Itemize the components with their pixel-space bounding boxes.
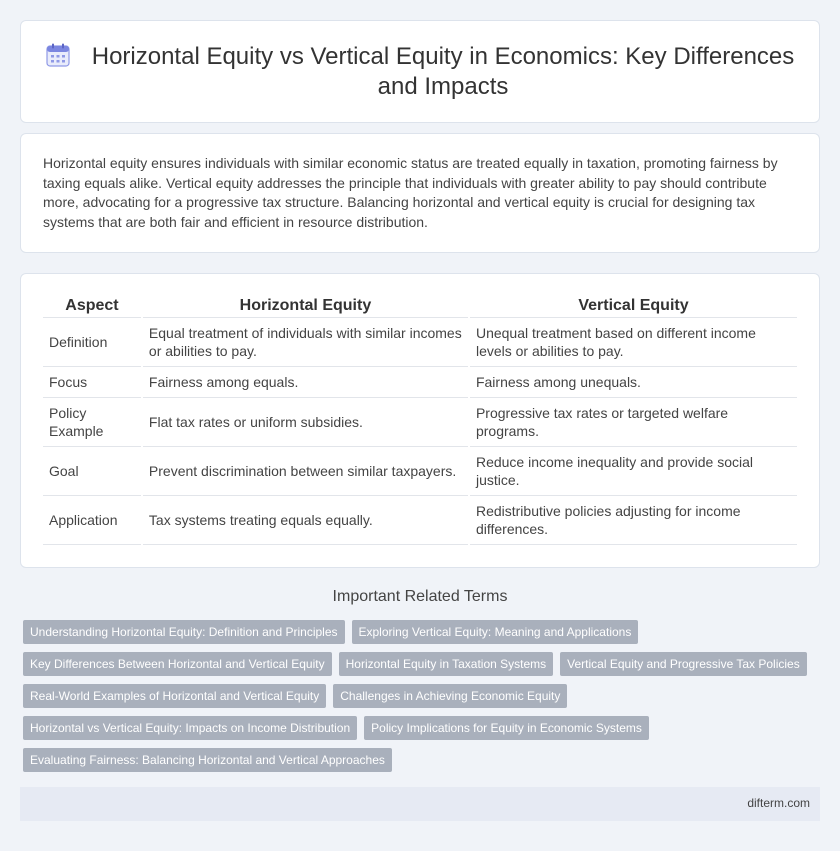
header-card xyxy=(20,20,820,123)
related-term-link[interactable]: Horizontal vs Vertical Equity: Impacts on Income Distribution xyxy=(23,716,357,740)
intro-card xyxy=(20,133,820,253)
table-row xyxy=(43,398,797,447)
row-aspect: Policy Example xyxy=(43,398,141,447)
row-aspect: Definition xyxy=(43,318,141,367)
comparison-table xyxy=(41,294,799,545)
table-row xyxy=(43,367,797,398)
comparison-card xyxy=(20,273,820,568)
table-row xyxy=(43,447,797,496)
related-term-link[interactable]: Exploring Vertical Equity: Meaning and Applications xyxy=(352,620,639,644)
row-vertical: Unequal treatment based on different income levels or abilities to pay. xyxy=(470,318,797,367)
related-term-link[interactable]: Key Differences Between Horizontal and Vertical Equity xyxy=(23,652,332,676)
column-header-vertical: Vertical Equity xyxy=(470,294,797,318)
related-term-link[interactable]: Challenges in Achieving Economic Equity xyxy=(333,684,567,708)
row-vertical: Reduce income inequality and provide social justice. xyxy=(470,447,797,496)
related-term-link[interactable]: Real-World Examples of Horizontal and Vertical Equity xyxy=(23,684,326,708)
related-term-link[interactable]: Vertical Equity and Progressive Tax Policies xyxy=(560,652,807,676)
row-horizontal: Equal treatment of individuals with similar incomes or abilities to pay. xyxy=(143,318,468,367)
page-title: Horizontal Equity vs Vertical Equity in Economics: Key Differences and Impacts xyxy=(91,42,795,100)
related-term-link[interactable]: Evaluating Fairness: Balancing Horizontal and Vertical Approaches xyxy=(23,748,392,772)
related-term-link[interactable]: Policy Implications for Equity in Economic Systems xyxy=(364,716,649,740)
row-horizontal: Prevent discrimination between similar taxpayers. xyxy=(143,447,468,496)
row-horizontal: Tax systems treating equals equally. xyxy=(143,496,468,545)
column-header-horizontal: Horizontal Equity xyxy=(143,294,468,318)
row-vertical: Progressive tax rates or targeted welfare programs. xyxy=(470,398,797,447)
footer xyxy=(20,787,820,821)
row-aspect: Focus xyxy=(43,367,141,398)
table-row xyxy=(43,496,797,545)
row-aspect: Goal xyxy=(43,447,141,496)
footer-site-link[interactable]: difterm.com xyxy=(747,796,810,810)
row-vertical: Redistributive policies adjusting for income differences. xyxy=(470,496,797,545)
row-horizontal: Flat tax rates or uniform subsidies. xyxy=(143,398,468,447)
calendar-icon xyxy=(45,42,71,68)
table-row xyxy=(43,318,797,367)
related-term-link[interactable]: Horizontal Equity in Taxation Systems xyxy=(339,652,554,676)
intro-paragraph: Horizontal equity ensures individuals with similar economic status are treated equally in taxation, promoting fairness by taxing equals alike. Vertical equity addresses the principle that individuals with greater ability to pay should contribute more, advocating for a progressive tax structure. Balancing horizontal and vertical equity is crucial for designing tax systems that are both fair and efficient in resource distribution. xyxy=(43,155,778,230)
row-horizontal: Fairness among equals. xyxy=(143,367,468,398)
row-vertical: Fairness among unequals. xyxy=(470,367,797,398)
related-term-link[interactable]: Understanding Horizontal Equity: Definition and Principles xyxy=(23,620,345,644)
row-aspect: Application xyxy=(43,496,141,545)
column-header-aspect: Aspect xyxy=(43,294,141,318)
related-terms-list xyxy=(23,620,823,780)
related-terms-title: Important Related Terms xyxy=(332,588,508,605)
table-header-row xyxy=(43,294,797,318)
